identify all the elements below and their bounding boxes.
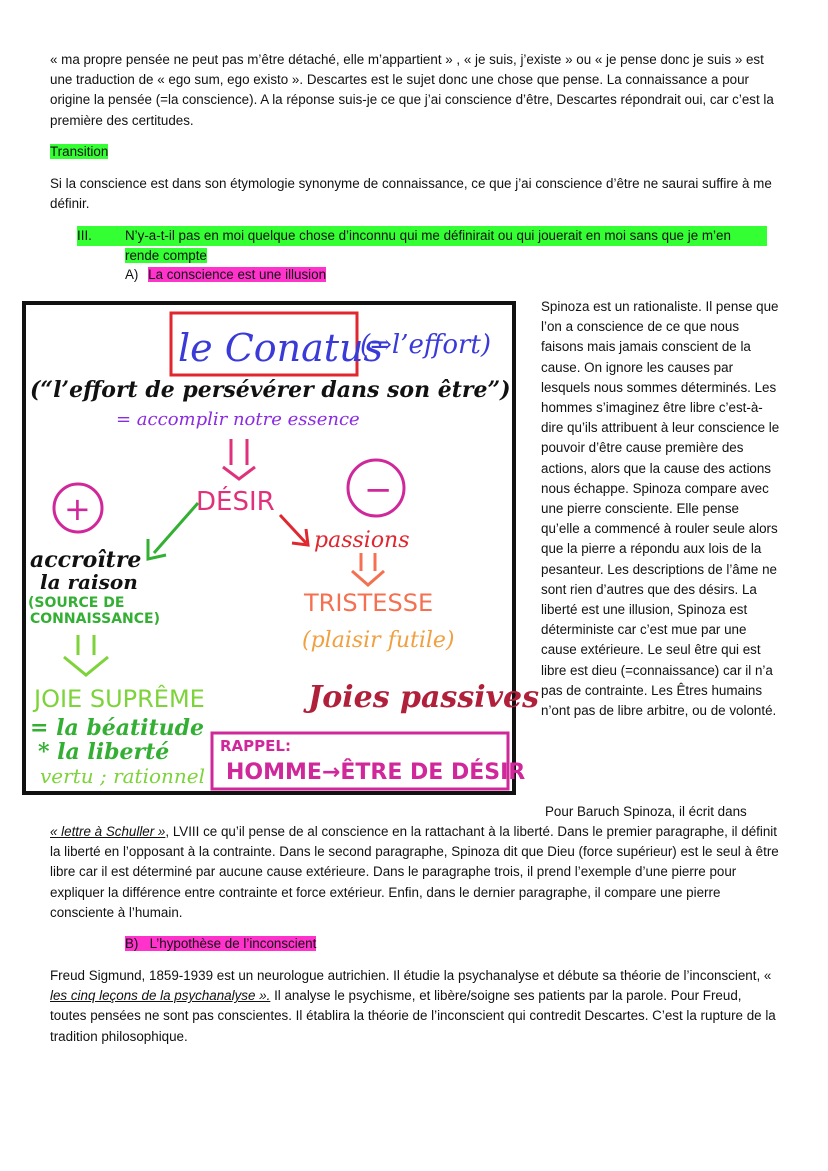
conatus-title: le Conatus (178, 326, 384, 370)
joie-label: JOIE SUPRÊME (34, 685, 205, 713)
tristesse-label: TRISTESSE (304, 589, 434, 617)
conatus-diagram (26, 305, 540, 791)
section-number: III. (77, 228, 92, 243)
subheading-a (125, 265, 326, 285)
spinoza-side-text: Spinoza est un rationaliste. Il pense que l’on a conscience de ce que nous faisons mais jamais conscient de la cause. On ignore les causes par lesquels nous sommes déterminés. Les hommes s’imaginez être libre c’est-à-dire qu’ils attribuent à leur conscience le pouvoir d’être cause première des actions, alors que la cause des actions nous échappe. Spinoza compare avec une pierre consciente. Elle pense qu’elle a commencé à rouler seule alors que la pierre a répondu aux lois de la pesanteur. Les descriptions de l’âme ne sont rien d’autres que des désirs. La liberté est une illusion, Spinoza est déterministe car c’est mue par une cause extérieure. Le seul être qui est libre est dieu (=connaissance) car il n’a pas de contrainte. Les Êtres humains n’ont pas de libre arbitre, ou de volonté. (541, 299, 780, 719)
paragraph-descartes: « ma propre pensée ne peut pas m’être détaché, elle m’appartient » , « je suis, j’existe » ou « je pense donc je suis » est une traduction de « ego sum, ego existo ». Descartes est le sujet donc une chose que pense. La connaissance a pour origine la pensée (=la conscience). A la réponse suis-je ce que j’ai conscience d’être, Descartes répondrait oui, car c’est la première des certitudes. (50, 52, 774, 128)
desir-label: DÉSIR (196, 487, 275, 517)
vertu-label: vertu ; rationnel (40, 764, 206, 788)
conatus-note: (⇒l’effort) (360, 330, 491, 360)
paragraph-freud-rest: Il analyse le psychisme, et libère/soigne ses patients par la parole. Pour Freud, toutes pensées ne sont pas conscientes. Il établira la théorie de l’inconscient qui contredit Descartes. C’est la rupture de la tradition philosophique. (50, 988, 776, 1044)
conatus-drawing (22, 301, 540, 795)
beatitude-label: = la béatitude (30, 715, 205, 741)
subheading-b-letter: B) (125, 936, 139, 951)
double-arrow-tristesse (352, 553, 384, 585)
paragraph-spinoza (50, 822, 780, 923)
green-arrow (148, 503, 198, 559)
minus-sign: − (364, 470, 393, 510)
accroitre-label: accroître (30, 547, 142, 573)
transition-label: Transition (50, 144, 109, 159)
transition-heading (50, 142, 108, 162)
cinq-lecons-ref: les cinq leçons de la psychanalyse ». (50, 988, 271, 1004)
double-arrow-joie (64, 635, 108, 675)
subheading-a-title: La conscience est une illusion (148, 267, 327, 282)
raison-label: la raison (40, 570, 138, 594)
section-title-line1: N’y-a-t-il pas en moi quelque chose d’inconnu qui me définirait ou qui jouerait en moi sans que je m’en (125, 228, 731, 243)
red-arrow (280, 515, 308, 545)
paragraph-spinoza-intro: Pour Baruch Spinoza, il écrit dans (545, 804, 747, 819)
plus-sign: + (64, 490, 91, 528)
subheading-b (125, 934, 316, 954)
plaisir-label: (plaisir futile) (302, 628, 455, 653)
paragraph-transition: Si la conscience est dans son étymologie synonyme de connaissance, ce que j’ai conscience d’être ne saurai suffire à me définir. (50, 176, 772, 212)
paragraph-freud (50, 966, 780, 1047)
liberte-label: * la liberté (38, 739, 170, 765)
conatus-essence: = accomplir notre essence (116, 409, 360, 430)
passions-label: passions (314, 528, 410, 553)
homme-label: HOMME→ÊTRE DE DÉSIR (226, 760, 526, 785)
source-label-1: (SOURCE DE (28, 595, 125, 611)
section-title-line2: rende compte (125, 248, 207, 264)
rappel-label: RAPPEL: (220, 737, 291, 755)
subheading-b-title: L’hypothèse de l’inconscient (149, 936, 317, 951)
section-heading-line1 (77, 226, 767, 246)
lettre-schuller-ref: « lettre à Schuller » (50, 824, 166, 839)
section-heading-3 (77, 226, 767, 266)
paragraph-freud-start: Freud Sigmund, 1859-1939 est un neurologue autrichien. Il étudie la psychanalyse et débute sa théorie de l’inconscient, « (50, 968, 772, 983)
source-label-2: CONNAISSANCE) (30, 611, 160, 627)
joies-passives-label: Joies passives (308, 680, 540, 715)
conatus-definition: (“l’effort de persévérer dans son être”) (30, 377, 511, 403)
subheading-a-letter: A) (125, 267, 139, 282)
subheading-b-box (125, 936, 316, 951)
paragraph-spinoza-rest: , LVIII ce qu’il pense de al conscience en la rattachant à la liberté. Dans le premier paragraphe, il définit la liberté en l’opposant à la contrainte. Dans le second paragraphe, Spinoza dit que Dieu (force supérieur) est le seul à être libre car il est déterminé par aucune cause extérieure. Dans le paragraphe trois, il prend l’exemple d’une pierre pour expliquer la différence entre contrainte et force extérieur. Enfin, dans le dernier paragraphe, il compare une pierre consciente à l’humain. (50, 824, 779, 920)
double-arrow-desir (223, 439, 255, 479)
